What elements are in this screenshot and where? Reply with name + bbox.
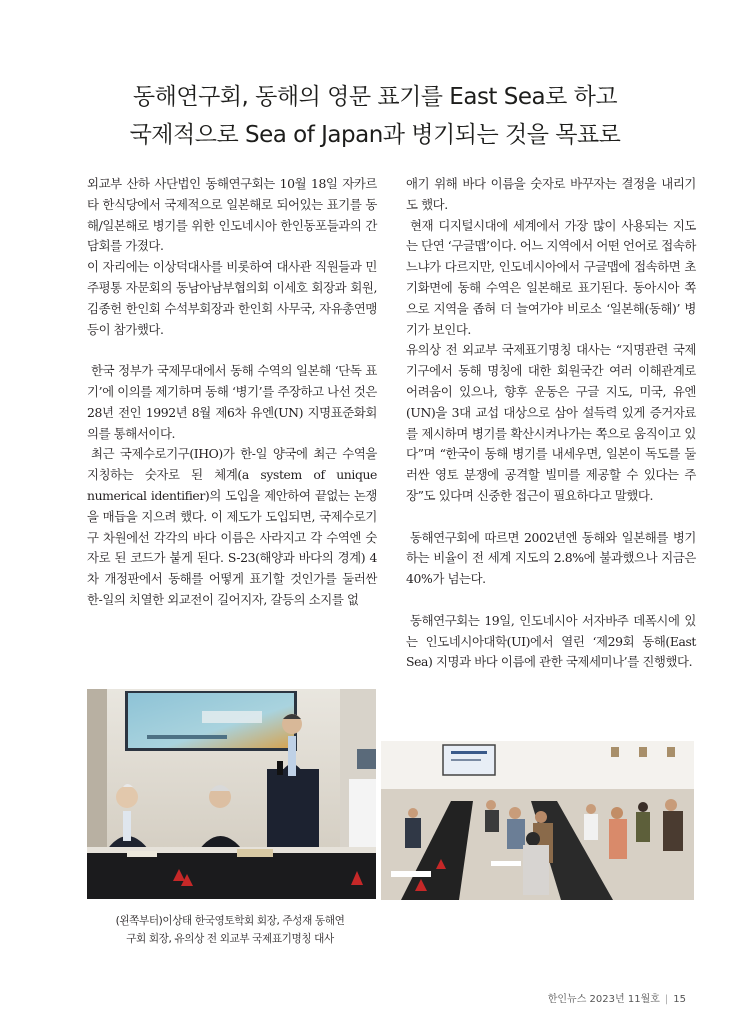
caption-line-2: 구회 회장, 유의상 전 외교부 국제표기명칭 대사 — [126, 933, 334, 945]
paragraph: 한국 정부가 국제무대에서 동해 수역의 일본해 ‘단독 표기’에 이의를 제기하며 동해 ‘병기’를 주장하고 나선 것은 28년 전인 1992년 8월 제6차 유엔(UN) 지명표준화회의를 통해서이다. — [87, 363, 377, 441]
article-title — [40, 78, 710, 154]
paragraph: 유의상 전 외교부 국제표기명칭 대사는 “지명관련 국제기구에서 동해 명칭에 대한 회원국간 여러 이해관계로 어려움이 있으나, 향후 운동은 구글 지도, 미국, 유엔(UN)을 3대 교섭 대상으로 삼아 설득력 있게 증거자료를 제시하며 병기를 확산시켜나가는 쪽으로 움직이고 있다”며 “한국이 동해 병기를 내세우면, 일본이 독도를 둘러싼 영토 분쟁에 공격할 빌미를 제공할 수 있다는 주장”도 있다며 신중한 접근이 필요하다고 말했다. — [406, 342, 696, 503]
paragraph: 현재 디지털시대에 세계에서 가장 많이 사용되는 지도는 단연 ‘구글맵’이다. 어느 지역에서 어떤 언어로 접속하느냐가 다르지만, 인도네시아에서 구글맵에 접속하면 초기화면에 동해 수역은 일본해로 표기된다. 동아시아 쪽으로 지역을 좁혀 더 늘여가야 비로소 ‘일본해(동해)’ 병기가 보인다. — [406, 217, 696, 337]
paragraph: 동해연구회는 19일, 인도네시아 서자바주 데폭시에 있는 인도네시아대학(UI)에서 열린 ‘제29회 동해(East Sea) 지명과 바다 이름에 관한 국제세미나’를 진행했다. — [406, 612, 696, 670]
left-column — [87, 174, 377, 611]
paragraph: 이 자리에는 이상덕대사를 비롯하여 대사관 직원들과 민주평통 자문회의 동남아남부협의회 이세호 회장과 회원, 김종헌 한인회 수석부회장과 한인회 사무국, 자유총연맹 등이 참가했다. — [87, 259, 377, 337]
photo-speakers — [87, 689, 376, 899]
right-column — [406, 174, 696, 673]
photo-caption — [80, 912, 380, 948]
paragraph: 최근 국제수로기구(IHO)가 한-일 양국에 최근 수역을 지칭하는 숫자로 된 체계(a system of unique numerical identifier)의 도입을 제안하여 끝없는 논쟁을 매듭을 지으려 했다. 이 제도가 도입되면, 국제수로기구 차원에선 각각의 바다 이름은 사라지고 각 수역엔 숫자로 된 코드가 붙게 된다. S-23(해양과 바다의 경계) 4차 개정판에서 동해를 어떻게 표기할 것인가를 둘러싼 한-일의 치열한 외교전이 길어지자, 갈등의 소지를 없 — [87, 446, 377, 607]
photo-meeting-room — [381, 741, 694, 900]
title-line-1: 동해연구회, 동해의 영문 표기를 East Sea로 하고 — [132, 84, 618, 110]
page-number: 15 — [673, 994, 686, 1005]
publication-name: 한인뉴스 2023년 11월호 — [547, 994, 660, 1005]
title-line-2: 국제적으로 Sea of Japan과 병기되는 것을 목표로 — [129, 122, 621, 148]
page-footer — [548, 990, 686, 1005]
paragraph: 애기 위해 바다 이름을 숫자로 바꾸자는 결정을 내리기도 했다. — [406, 176, 696, 212]
paragraph: 동해연구회에 따르면 2002년엔 동해와 일본해를 병기하는 비율이 전 세계 지도의 2.8%에 불과했으나 지금은 40%가 넘는다. — [406, 529, 696, 587]
footer-divider: | — [664, 994, 669, 1005]
caption-line-1: (왼쪽부터)이상태 한국영토학회 회장, 주성재 동해연 — [115, 915, 345, 927]
paragraph: 외교부 산하 사단법인 동해연구회는 10월 18일 자카르타 한식당에서 국제적으로 일본해로 되어있는 표기를 동해/일본해로 병기를 위한 인도네시아 한인동포들과의 간담회를 가졌다. — [87, 176, 377, 254]
